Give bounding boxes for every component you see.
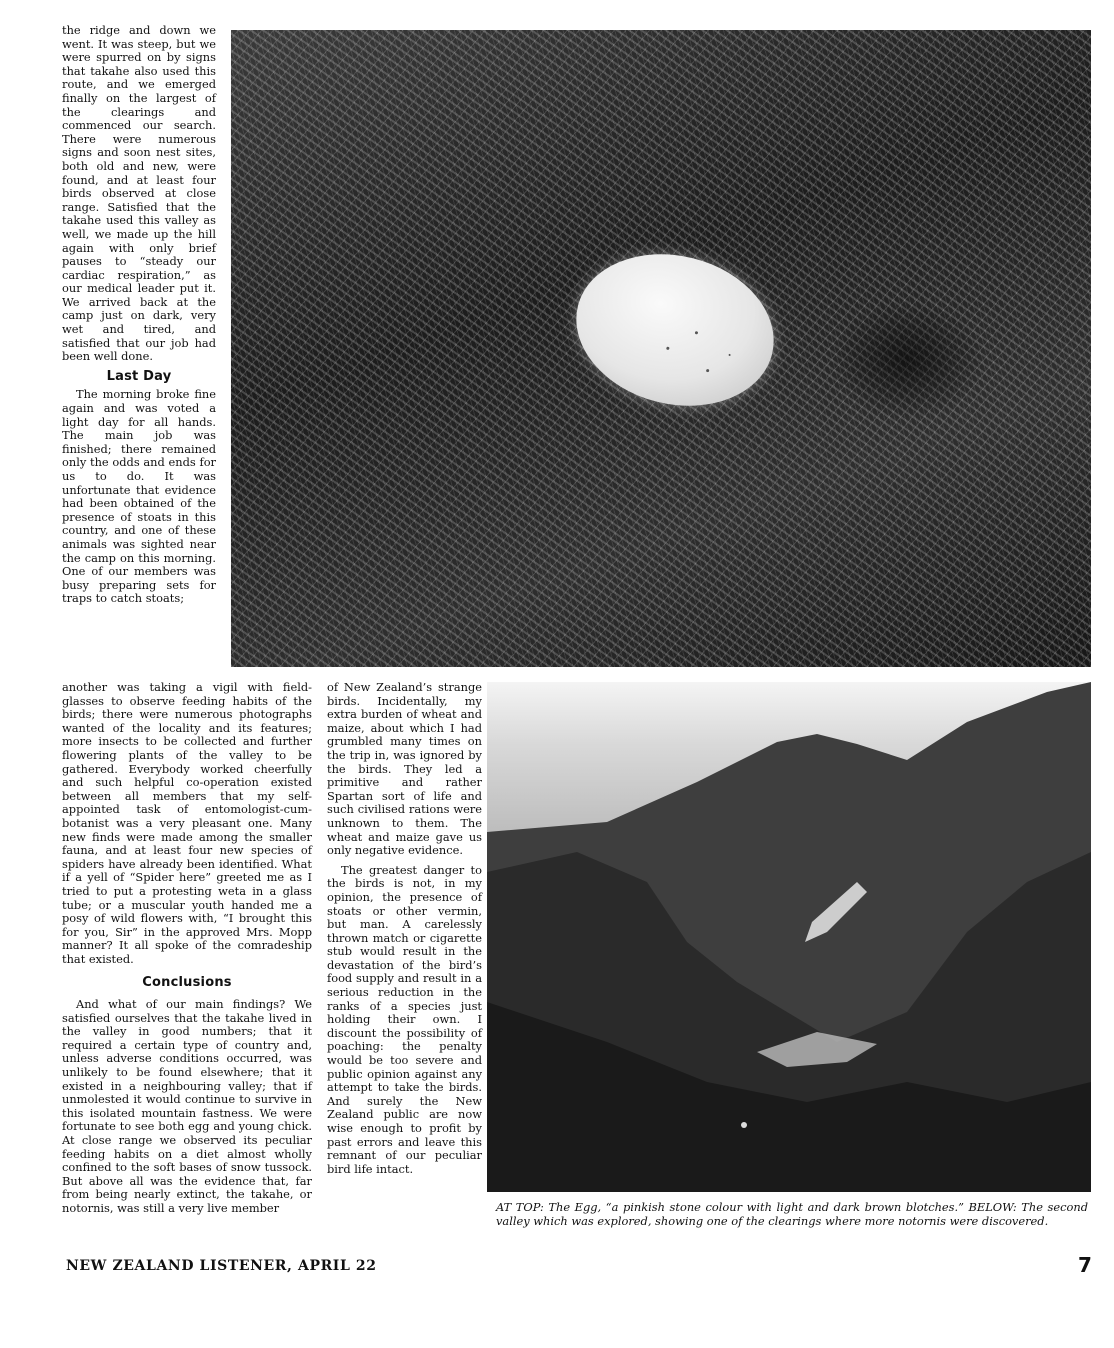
article-paragraph: The greatest danger to the birds is not, in my opinion, the presence of stoats or other vermin, but man. A carelessly thrown match or cigarette stub would result in the devastation of the bird’s food supply and result in a serious reduction in the ranks of a species just holding their own. I discount the possibility of poaching: the penalty would be too severe and public opinion against any attempt to take the birds. And surely the New Zealand public are now wise enough to profit by past errors and leave this remnant of our peculiar bird life intact. (327, 862, 482, 1176)
photo-caption: AT TOP: The Egg, “a pinkish stone colour with light and dark brown blotches.” BELOW: The second valley which was explored, showing one of the clearings where more notornis were discovered. (496, 1200, 1088, 1228)
article-column-left-wide (62, 681, 312, 1216)
article-paragraph: And what of our main findings? We satisfied ourselves that the takahe lived in the valley in good numbers; that it required a certain type of country and, unless adverse conditions occurred, was unlikely to be found elsewhere; that it existed in a neighbouring valley; that if unmolested it would continue to survive in this isolated mountain fastness. We were fortunate to see both egg and young chick. At close range we observed its peculiar feeding habits on a diet almost wholly confined to the soft bases of snow tussock. But above all was the evidence that, far from being nearly extinct, the takahe, or notornis, was still a very live member (62, 997, 312, 1215)
section-heading-conclusions: Conclusions (142, 975, 232, 991)
section-heading-last-day: Last Day (106, 368, 172, 384)
article-paragraph: of New Zealand’s strange birds. Incidentally, my extra burden of wheat and maize, about which I had grumbled many times on the trip in, was ignored by the birds. They led a primitive and rather Spartan sort of life and such civilised rations were unknown to them. The wheat and maize gave us only negative evidence. (327, 680, 482, 858)
article-paragraph: The morning broke fine again and was voted a light day for all hands. The main job was finished; there remained only the odds and ends for us to do. It was unfortunate that evidence had been obtained of the presence of stoats in this country, and one of these animals was sighted near the camp on this morning. One of our members was busy preparing sets for traps to catch stoats; (62, 387, 216, 606)
page-number: 7 (1078, 1253, 1092, 1277)
article-paragraph: another was taking a vigil with field-glasses to observe feeding habits of the birds; there were numerous photographs wanted of the locality and its features; more insects to be collected and further flowering plants of the valley to be gathered. Everybody worked cheerfully and such helpful co-operation existed between all members that my self-appointed task of entomologist-cum-botanist was a very pleasant one. Many new finds were made among the smaller fauna, and at least four new species of spiders have already been identified. What if a yell of “Spider here” greeted me as I tried to put a protesting weta in a glass tube; or a muscular youth handed me a posy of wild flowers with, “I brought this for you, Sir” in the approved Mrs. Mopp manner? It all spoke of the comradeship that existed. (62, 680, 312, 966)
egg-nest-photo (231, 30, 1091, 667)
takahe-egg (560, 234, 790, 426)
publication-footer: NEW ZEALAND LISTENER, APRIL 22 (66, 1258, 377, 1274)
article-column-middle (327, 681, 482, 1176)
article-paragraph: the ridge and down we went. It was steep, but we were spurred on by signs that takahe also used this route, and we emerged finally on the largest of the clearings and commenced our search. There were numerous signs and soon nest sites, both old and new, were found, and at least four birds observed at close range. Satisfied that the takahe used this valley as well, we made up the hill again with only brief pauses to “steady our cardiac respiration,” as our medical leader put it. We arrived back at the camp just on dark, very wet and tired, and satisfied that our job had been well done. (62, 23, 216, 364)
mountain-valley-photo (487, 682, 1091, 1192)
article-column-left-narrow (62, 24, 216, 606)
valley-landscape-graphic (487, 682, 1091, 1192)
